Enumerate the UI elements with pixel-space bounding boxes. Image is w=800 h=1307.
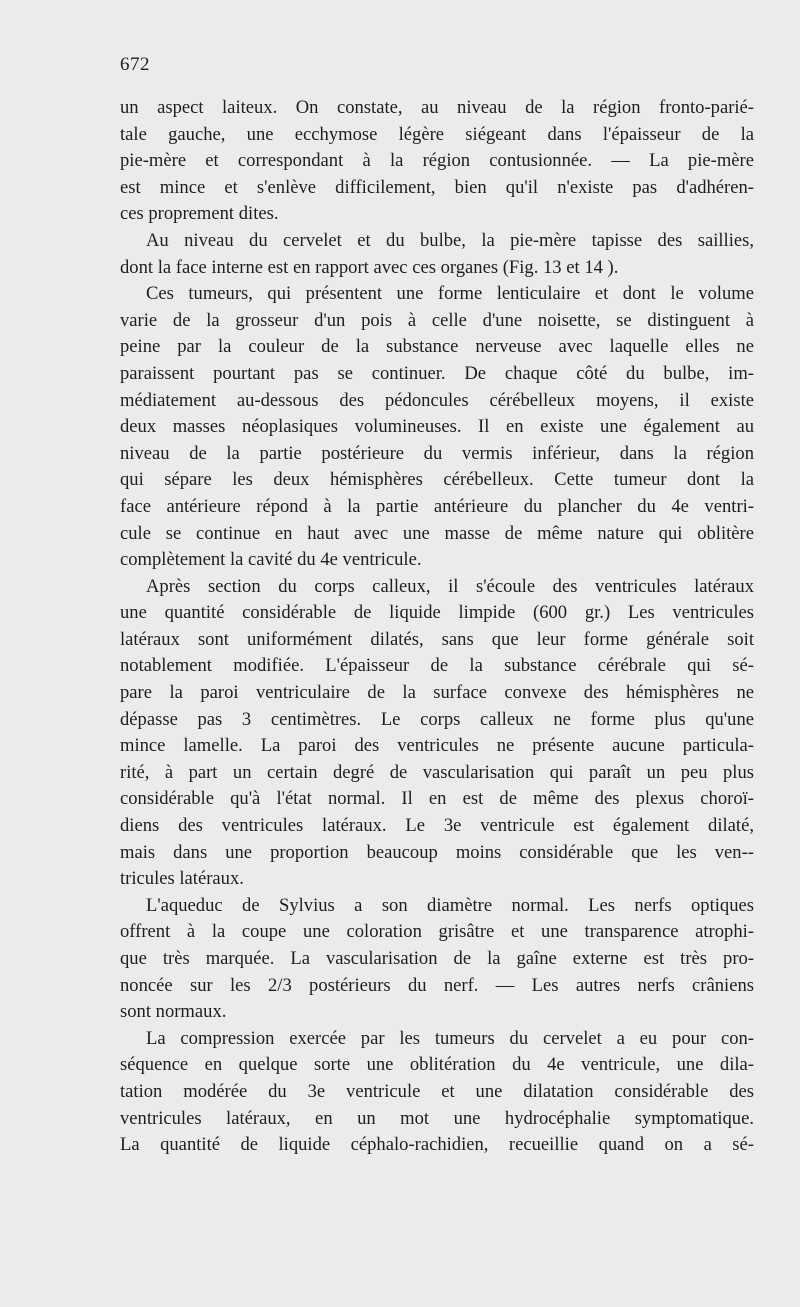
text-line: une quantité considérable de liquide limpide (600 gr.) Les ventricules: [120, 602, 754, 624]
text-line: peine par la couleur de la substance nerveuse avec laquelle elles ne: [120, 336, 754, 358]
text-line: La quantité de liquide céphalo-rachidien, recueillie quand on a sé-: [120, 1134, 754, 1156]
text-line: latéraux sont uniformément dilatés, sans que leur forme générale soit: [120, 628, 754, 650]
text-line: L'aqueduc de Sylvius a son diamètre normal. Les nerfs optiques: [146, 894, 754, 916]
body-text: [120, 95, 754, 1159]
text-line: noncée sur les 2/3 postérieurs du nerf. — Les autres nerfs crâniens: [120, 974, 754, 996]
text-line: offrent à la coupe une coloration grisâtre et une transparence atrophi-: [120, 921, 754, 943]
text-line: un aspect laiteux. On constate, au niveau de la région fronto-parié-: [120, 97, 754, 118]
text-line: médiatement au-dessous des pédoncules cérébelleux moyens, il existe: [120, 389, 754, 411]
text-line: mince lamelle. La paroi des ventricules ne présente aucune particula-: [120, 735, 754, 757]
text-line: deux masses néoplasiques volumineuses. Il en existe une également au: [120, 416, 754, 438]
text-line: niveau de la partie postérieure du vermis inférieur, dans la région: [120, 442, 754, 464]
text-line: diens des ventricules latéraux. Le 3e ventricule est également dilaté,: [120, 815, 754, 837]
text-line: dépasse pas 3 centimètres. Le corps calleux ne forme plus qu'une: [120, 708, 754, 730]
text-line: face antérieure répond à la partie antérieure du plancher du 4e ventri-: [120, 495, 754, 517]
text-line: tricules latéraux.: [120, 868, 244, 890]
text-line: dont la face interne est en rapport avec ces organes (Fig. 13 et 14 ).: [120, 256, 619, 278]
text-line: notablement modifiée. L'épaisseur de la substance cérébrale qui sé-: [120, 655, 754, 677]
text-line: mais dans une proportion beaucoup moins considérable que les ven--: [120, 841, 754, 863]
text-line: La compression exercée par les tumeurs du cervelet a eu pour con-: [146, 1027, 754, 1049]
text-line: tale gauche, une ecchymose légère siégeant dans l'épaisseur de la: [120, 123, 754, 145]
text-line: tation modérée du 3e ventricule et une dilatation considérable des: [120, 1080, 754, 1102]
text-line: Au niveau du cervelet et du bulbe, la pie-mère tapisse des saillies,: [146, 229, 754, 251]
paragraph: [120, 893, 754, 1026]
text-line: varie de la grosseur d'un pois à celle d'une noisette, se distinguent à: [120, 309, 754, 331]
text-line: pare la paroi ventriculaire de la surface convexe des hémisphères ne: [120, 682, 754, 704]
paragraph: [120, 281, 754, 574]
text-line: qui sépare les deux hémisphères cérébelleux. Cette tumeur dont la: [120, 469, 754, 491]
page-number: 672: [120, 54, 150, 75]
text-line: pie-mère et correspondant à la région contusionnée. — La pie-mère: [120, 150, 754, 172]
text-line: complètement la cavité du 4e ventricule.: [120, 549, 422, 571]
paragraph: [120, 95, 754, 228]
paragraph: [120, 574, 754, 893]
paragraph: [120, 1026, 754, 1159]
text-line: ces proprement dites.: [120, 203, 279, 225]
text-line: est mince et s'enlève difficilement, bien qu'il n'existe pas d'adhéren-: [120, 176, 754, 198]
text-line: paraissent pourtant pas se continuer. De chaque côté du bulbe, im-: [120, 362, 754, 384]
text-line: considérable qu'à l'état normal. Il en est de même des plexus choroï-: [120, 788, 754, 810]
text-line: rité, à part un certain degré de vascularisation qui paraît un peu plus: [120, 761, 754, 783]
text-line: ventricules latéraux, en un mot une hydrocéphalie symptomatique.: [120, 1107, 754, 1129]
text-line: sont normaux.: [120, 1001, 227, 1023]
paragraph: [120, 228, 754, 281]
text-line: cule se continue en haut avec une masse de même nature qui oblitère: [120, 522, 754, 544]
text-line: Après section du corps calleux, il s'écoule des ventricules latéraux: [146, 575, 754, 597]
text-line: séquence en quelque sorte une oblitération du 4e ventricule, une dila-: [120, 1054, 754, 1076]
text-line: que très marquée. La vascularisation de la gaîne externe est très pro-: [120, 948, 754, 969]
text-line: Ces tumeurs, qui présentent une forme lenticulaire et dont le volume: [146, 283, 754, 305]
